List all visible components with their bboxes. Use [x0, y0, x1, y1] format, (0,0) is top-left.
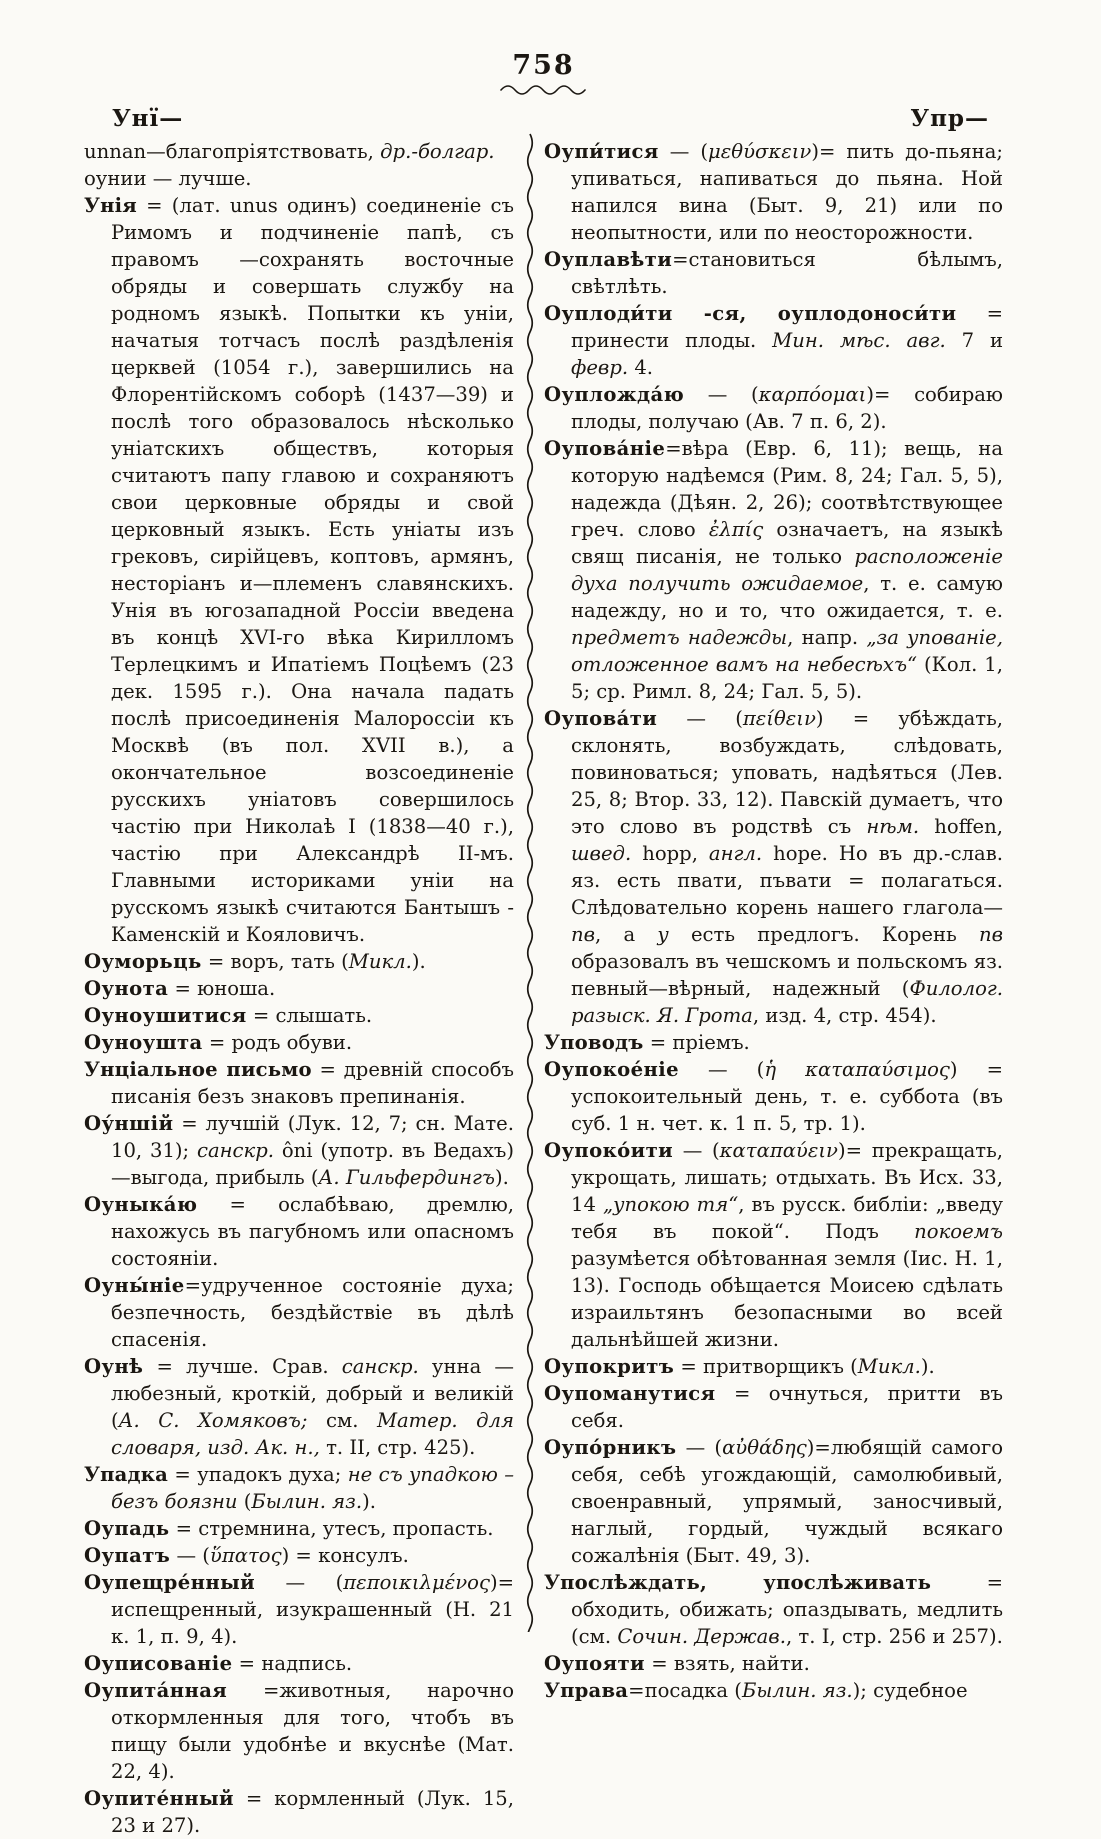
entry-headword: Оупатъ [84, 1544, 171, 1567]
entry-definition: =удрученное состояніе духа; безпечность, бездѣйствіе въ дѣлѣ спасенія. [111, 1274, 514, 1351]
column-left [84, 138, 514, 1839]
page-number: 758 [512, 50, 575, 81]
dictionary-entry [84, 1677, 514, 1785]
dictionary-entry [544, 381, 1003, 435]
dictionary-entry [84, 1569, 514, 1650]
entry-headword: Оуны́ніе [84, 1274, 185, 1297]
entry-definition: — (πείθειν) = убѣждать, склонять, возбуждать, слѣдовать, повиноваться; уповать, надѣяться (Лев. 25, 8; Втор. 33, 12). Павскій думаетъ, что это слово въ родствѣ съ нѣм. hoffen, швед. hopp, англ. hope. Но въ др.-слав. яз. есть пвати, пъвати = полагаться. Слѣдовательно корень нашего глагола— пв, а у есть предлогъ. Корень пв образовалъ въ чешскомъ и польскомъ яз. певный—вѣрный, надежный (Филолог. разыск. Я. Грота, изд. 4, стр. 454). [571, 707, 1004, 1027]
entry-headword: Оуписованіе [84, 1652, 233, 1675]
dictionary-entry [84, 1542, 514, 1569]
dictionary-entry [544, 1569, 1003, 1650]
entry-headword: Оуноушитися [84, 1004, 247, 1027]
dictionary-entry [84, 1272, 514, 1353]
entry-definition: = ослабѣваю, дремлю, нахожусь въ пагубномъ или опасномъ состояніи. [111, 1193, 514, 1270]
entry-definition: =животныя, нарочно откормленныя для того, чтобъ въ пищу были удобнѣе и вкуснѣе (Мат. 22, 4). [111, 1679, 514, 1783]
dictionary-entry [544, 1677, 1003, 1704]
dictionary-entry [544, 1434, 1003, 1569]
entry-headword: Оупоко́ити [544, 1139, 674, 1162]
dictionary-entry [84, 1461, 514, 1515]
entry-headword: Оупокое́ніе [544, 1058, 679, 1081]
entry-definition: unnan—благопріятствовать, др.-болгар. [84, 140, 495, 163]
page-header [84, 52, 1003, 95]
entry-headword: Оупи́тися [544, 140, 659, 163]
entry-definition: = кормленный (Лук. 15, 23 и 27). [111, 1787, 514, 1837]
entry-headword: Оупложда́ю [544, 383, 685, 406]
entry-definition: = очнуться, притти въ себя. [571, 1382, 1003, 1432]
entry-headword: Упослѣждать, упослѣживать [544, 1571, 932, 1594]
dictionary-entry [544, 705, 1003, 1029]
entry-headword: Унія [84, 194, 137, 217]
dictionary-entry [84, 1002, 514, 1029]
entry-headword: Оупояти [544, 1652, 645, 1675]
entry-definition: =становиться бѣлымъ, свѣтлѣть. [571, 248, 1003, 298]
entry-definition: = воръ, тать (Микл.). [201, 950, 426, 973]
entry-headword: Унціальное письмо [84, 1058, 312, 1081]
entry-definition: — (αὐθάδης)=любящій самого себя, себѣ угождающій, самолюбивый, своенравный, упрямый, заносчивый, наглый, гордый, чуждый всякаго сожалѣнія (Быт. 49, 3). [571, 1436, 1004, 1567]
dictionary-entry [544, 1137, 1003, 1353]
dictionary-entry [544, 1056, 1003, 1137]
guide-words-row [112, 105, 989, 132]
column-right [544, 138, 1003, 1839]
entry-headword: Управа [544, 1679, 629, 1702]
dictionary-entry [544, 1380, 1003, 1434]
entry-definition: — (ἡ καταπαύσιμος) = успокоительный день, т. е. суббота (въ суб. 1 н. чет. к. 1 п. 5, тр. 1). [571, 1058, 1003, 1135]
dictionary-entry [84, 1056, 514, 1110]
dictionary-entry [84, 1029, 514, 1056]
entry-definition: = взять, найти. [644, 1652, 810, 1675]
page-number-flourish [498, 83, 590, 95]
dictionary-entry [544, 435, 1003, 705]
entry-definition: = надпись. [232, 1652, 353, 1675]
entry-headword: Оупо́рникъ [544, 1436, 677, 1459]
entry-headword: Уповодъ [544, 1031, 644, 1054]
entry-definition: = пріемъ. [643, 1031, 750, 1054]
dictionary-entry [544, 1029, 1003, 1056]
entry-definition: = обходить, обижать; опаздывать, медлить (см. Сочин. Держав., т. I, стр. 256 и 257). [571, 1571, 1003, 1648]
entry-definition: — (ὕπατος) = консулъ. [170, 1544, 409, 1567]
dictionary-entry [84, 1191, 514, 1272]
entry-headword: Оупите́нный [84, 1787, 234, 1810]
text-columns [84, 138, 1003, 1839]
entry-definition: — (καταπαύειν)= прекращать, укрощать, лишать; отдыхать. Въ Исх. 33, 14 „упокою тя“, въ русск. библіи: „введу тебя въ покой“. Подъ покоемъ разумѣется обѣтованная земля (Іис. Н. 1, 13). Господь обѣщается Моисею сдѣлать израильтянъ безопасными во всей дальнѣйшей жизни. [571, 1139, 1004, 1351]
entry-headword: Оуныка́ю [84, 1193, 198, 1216]
dictionary-entry [544, 246, 1003, 300]
dictionary-entry [84, 138, 514, 165]
dictionary-entry [84, 948, 514, 975]
entry-definition: = древній способъ писанія безъ знаковъ препинанія. [111, 1058, 514, 1108]
entry-headword: Оунѣ [84, 1355, 144, 1378]
entry-headword: Упадка [84, 1463, 169, 1486]
entry-headword: Оупова́ти [544, 707, 658, 730]
column-separator [514, 138, 544, 1839]
dictionary-entry [84, 1785, 514, 1839]
dictionary-entry [84, 165, 514, 192]
entry-definition: =посадка (Былин. яз.); судебное [628, 1679, 968, 1702]
entry-definition: = лучше. Срав. санскр. унна — любезный, кроткій, добрый и великій (А. С. Хомяковъ; см. Матер. для словаря, изд. Ак. н., т. II, стр. 425). [111, 1355, 514, 1459]
entry-headword: Оупита́нная [84, 1679, 228, 1702]
dictionary-entry [544, 1353, 1003, 1380]
entry-headword: Оупова́ніе [544, 437, 666, 460]
dictionary-entry [84, 192, 514, 948]
entry-definition: оунии — лучше. [84, 167, 252, 190]
entry-definition: = родъ обуви. [202, 1031, 353, 1054]
dictionary-entry [84, 975, 514, 1002]
entry-definition: — (καρπόομαι)= собираю плоды, получаю (Ав. 7 п. 6, 2). [571, 383, 1003, 433]
entry-headword: Оунота [84, 977, 169, 1000]
entry-definition: = упадокъ духа; не съ упадкою – безъ боязни (Былин. яз.). [111, 1463, 514, 1513]
entry-headword: Оуплоди́ти -ся, оуплодоноси́ти [544, 302, 957, 325]
entry-definition: = притворщикъ (Микл.). [674, 1355, 935, 1378]
entry-definition: = принести плоды. Мин. мѣс. авг. 7 и февр. 4. [571, 302, 1003, 379]
entry-definition: = (лат. unus одинъ) соединеніе съ Римомъ и подчиненіе папѣ, съ правомъ —сохранять восточные обряды и совершать службу на родномъ языкѣ. Попытки къ уніи, начатыя тотчасъ послѣ раздѣленія церквей (1054 г.), завершились на Флорентійскомъ соборѣ (1437—39) и послѣ того образовалось нѣсколько уніатскихъ обществъ, которыя считаютъ папу главою и сохраняютъ свои церковные обряды и свой церковный языкъ. Есть уніаты изъ грековъ, сирійцевъ, коптовъ, армянъ, несторіанъ и—племенъ славянскихъ. Унія въ югозападной Россіи введена въ концѣ XVI-го вѣка Кирилломъ Терлецкимъ и Ипатіемъ Поцѣемъ (23 дек. 1595 г.). Она начала падать послѣ присоединенія Малороссіи къ Москвѣ (въ пол. XVII в.), а окончательное возсоединеніе русскихъ уніатовъ совершилось частію при Николаѣ I (1838—40 г.), частію при Александрѣ II-мъ. Главными историками уніи на русскомъ языкѣ считаются Бантышъ - Каменскій и Кояловичъ. [111, 194, 514, 946]
guide-word-left: Унї— [112, 105, 184, 132]
entry-headword: Оуноушта [84, 1031, 203, 1054]
dictionary-entry [544, 138, 1003, 246]
entry-definition: = стремнина, утесъ, пропасть. [169, 1517, 494, 1540]
dictionary-entry [544, 1650, 1003, 1677]
entry-headword: Оупоманутися [544, 1382, 716, 1405]
entry-definition: = юноша. [168, 977, 276, 1000]
entry-headword: Оупещре́нный [84, 1571, 256, 1594]
dictionary-entry [84, 1353, 514, 1461]
entry-definition: = лучшій (Лук. 12, 7; сн. Мате. 10, 31); санскр. ôni (употр. въ Ведахъ)—выгода, прибыль (А. Гильфердингъ). [111, 1112, 514, 1189]
entry-definition: = слышать. [246, 1004, 373, 1027]
entry-headword: Оуплавѣти [544, 248, 673, 271]
guide-word-right: Упр— [910, 105, 989, 132]
entry-definition: — (πεποικιλμένος)= испещренный, изукрашенный (Н. 21 к. 1, п. 9, 4). [111, 1571, 514, 1648]
entry-headword: Оу́ншій [84, 1112, 174, 1135]
dictionary-entry [84, 1650, 514, 1677]
entry-headword: Оупадь [84, 1517, 170, 1540]
entry-definition: — (μεθύσκειν)= пить до-пьяна; упиваться, напиваться до пьяна. Ной напился вина (Быт. 9, 21) или по неопытности, или по неосторожности. [571, 140, 1003, 244]
entry-definition: =вѣра (Евр. 6, 11); вещь, на которую надѣемся (Рим. 8, 24; Гал. 5, 5), надежда (Дѣян. 2, 26); соотвѣтствующее греч. слово ἐλπίς означаетъ, на языкѣ свящ писанія, не только расположеніе духа получить ожидаемое, т. е. самую надежду, но и то, что ожидается, т. е. предметъ надежды, напр. „за упованіе, отложенное вамъ на небесѣхъ“ (Кол. 1, 5; ср. Римл. 8, 24; Гал. 5, 5). [571, 437, 1003, 703]
dictionary-entry [84, 1515, 514, 1542]
dictionary-entry [84, 1110, 514, 1191]
column-separator-rule [525, 132, 535, 1632]
entry-headword: Оупокритъ [544, 1355, 675, 1378]
dictionary-entry [544, 300, 1003, 381]
entry-headword: Оуморьць [84, 950, 202, 973]
